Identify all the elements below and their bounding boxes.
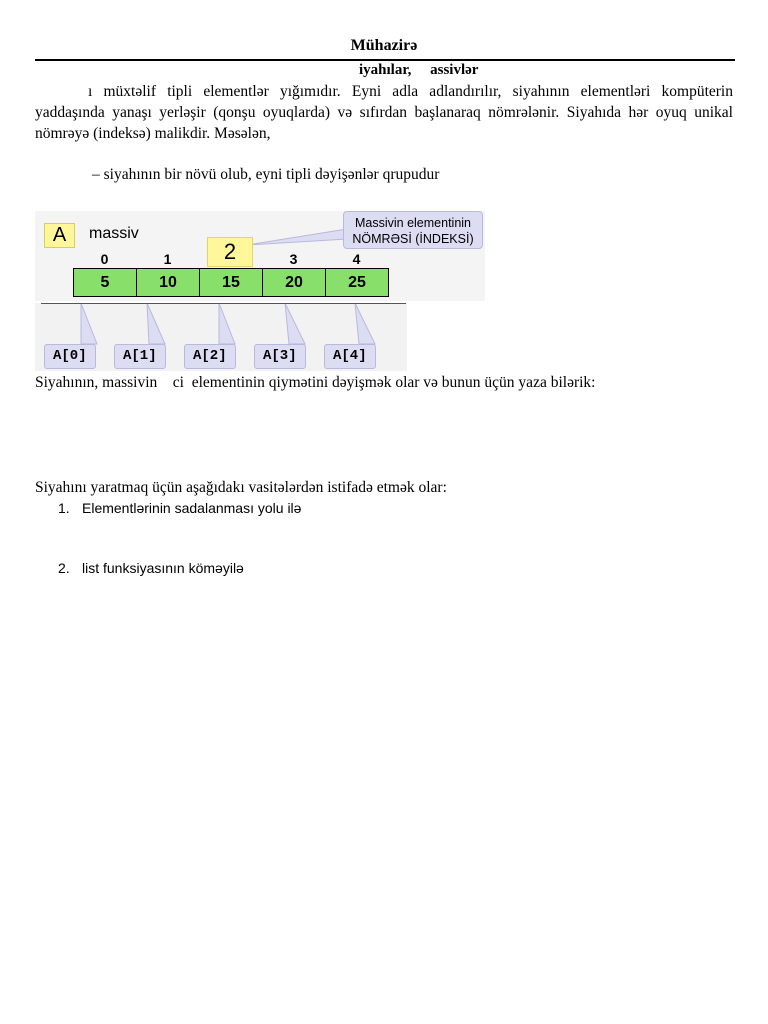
array-figure — [35, 211, 485, 371]
index-label: 1 — [163, 251, 172, 267]
element-tag: A[1] — [114, 344, 166, 369]
array-name-box: A — [44, 223, 75, 248]
array-cell: 10 — [137, 269, 200, 296]
highlighted-index: 2 — [207, 237, 253, 267]
list-item — [58, 500, 301, 516]
create-list-text: Siyahını yaratmaq üçün aşağıdakı vasitələrdən istifadə etmək olar: — [35, 479, 447, 496]
intro-paragraph — [35, 81, 733, 144]
list-number: 2. — [58, 560, 70, 576]
element-tag: A[2] — [184, 344, 236, 369]
array-cell: 25 — [326, 269, 388, 296]
list-text: list funksiyasının köməyilə — [82, 560, 244, 576]
list-item — [58, 560, 244, 576]
figure-divider — [41, 303, 406, 304]
array-cells — [73, 268, 389, 297]
array-cell: 20 — [263, 269, 326, 296]
index-label: 4 — [352, 251, 361, 267]
element-tag: A[0] — [44, 344, 96, 369]
array-cell: 5 — [74, 269, 137, 296]
element-tag: A[3] — [254, 344, 306, 369]
list-number: 1. — [58, 500, 70, 516]
section-subtitle: iyahılar, assivlər — [359, 62, 479, 78]
page-title: Mühazirə — [350, 37, 418, 54]
intro-text: ı müxtəlif tipli elementlər yığımıdır. Eyni adla adlandırılır, siyahının elementləri kompüterin yaddaşında yanaşı yerləşir (qonşu oyuqlarda) və sıfırdan başlanaraq nömrələnir. Siyahıda hər oyuq unikal nömrəyə (indeksə) malikdir. Məsələn, — [35, 83, 733, 142]
index-label: 3 — [289, 251, 298, 267]
index-callout — [343, 211, 483, 249]
title-rule — [35, 59, 735, 61]
dash-definition: – siyahının bir növü olub, eyni tipli dəyişənlər qrupudur — [92, 166, 440, 183]
index-label: 0 — [100, 251, 109, 267]
array-cell: 15 — [200, 269, 263, 296]
callout-line-2: NÖMRƏSİ (İNDEKSİ) — [352, 232, 474, 246]
callout-line-1: Massivin elementinin — [354, 216, 472, 230]
change-element-text: Siyahının, massivin ci elementinin qiymətini dəyişmək olar və bunun üçün yaza bilərik: — [35, 374, 596, 391]
list-text: Elementlərinin sadalanması yolu ilə — [82, 500, 302, 516]
array-word: massiv — [89, 225, 139, 242]
element-tag: A[4] — [324, 344, 376, 369]
